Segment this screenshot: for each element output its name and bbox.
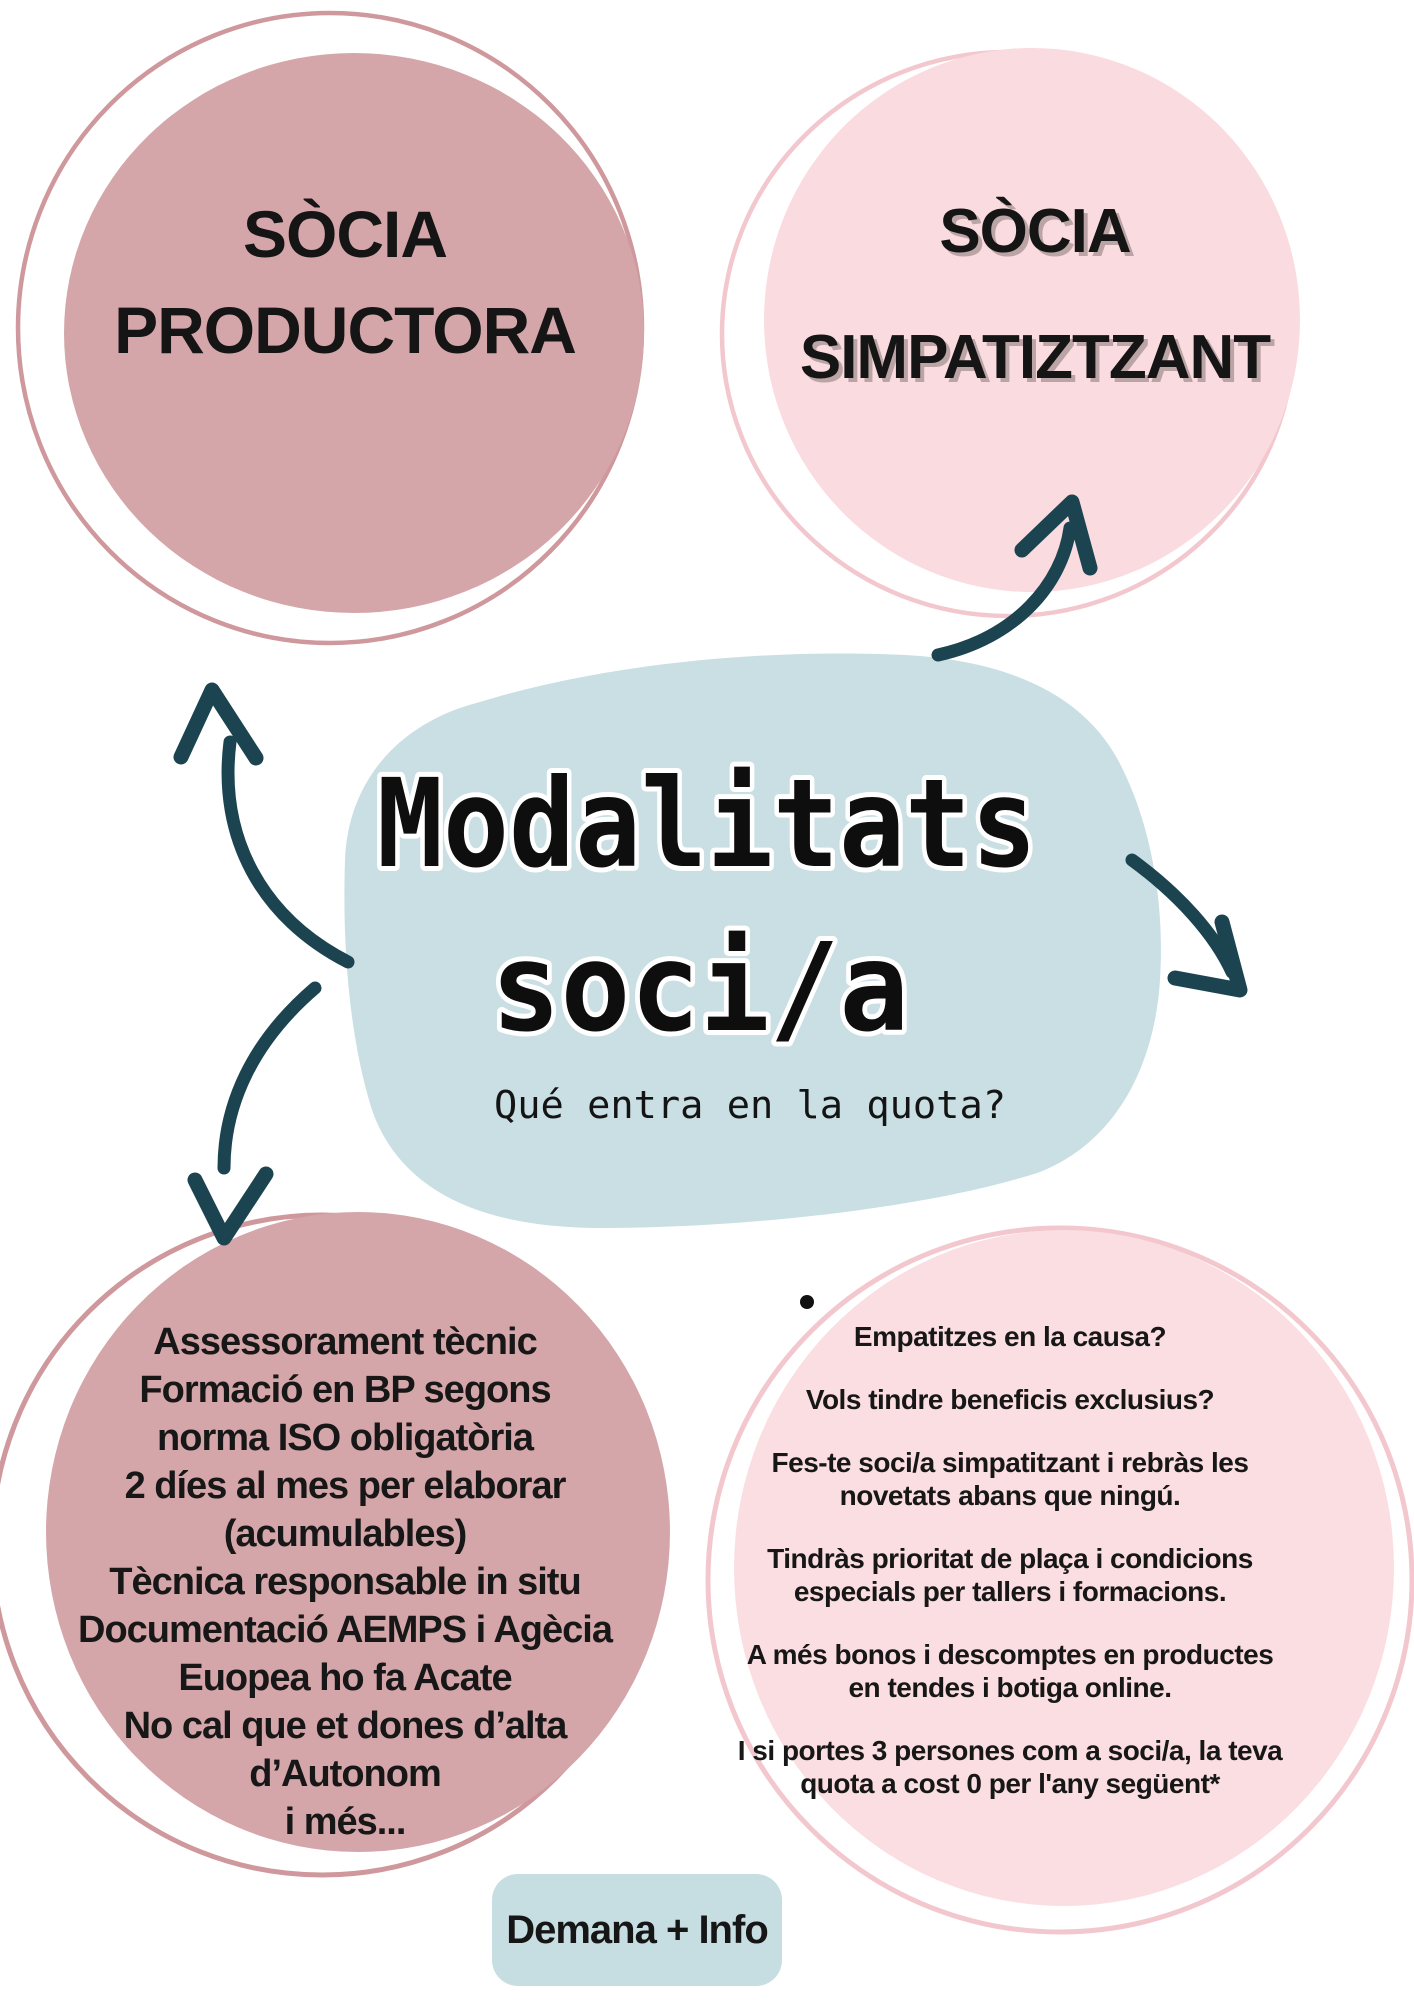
- list-item: Vols tindre beneficis exclusius?: [805, 1384, 1215, 1415]
- top-left-circle-label-line1: SÒCIA: [242, 197, 448, 271]
- list-item: (acumulables): [223, 1513, 467, 1555]
- list-item: A més bonos i descomptes en productes en tendes i botiga online.: [746, 1639, 1274, 1703]
- list-item: d’Autonom: [249, 1753, 441, 1795]
- producer-benefits-list: [65, 1318, 625, 1846]
- list-item: Formació en BP segons: [139, 1369, 551, 1411]
- poster-title-line1: Modalitats: [377, 753, 1037, 895]
- arrow-top-left-icon: [181, 690, 348, 962]
- list-item: No cal que et dones d’alta: [123, 1705, 567, 1747]
- arrow-bottom-left-icon: [195, 988, 315, 1238]
- list-item: I si portes 3 persones com a soci/a, la teva quota a cost 0 per l'any següent*: [737, 1735, 1283, 1799]
- top-right-circle-label-line1: SÒCIA: [939, 197, 1131, 266]
- top-right-circle: [764, 48, 1300, 592]
- list-item: 2 díes al mes per elaborar: [124, 1465, 566, 1507]
- top-right-circle-label-line2: SIMPATIZTZANT: [799, 323, 1271, 392]
- request-info-button[interactable]: Demana + Info: [492, 1874, 782, 1986]
- list-item: Empatitzes en la causa?: [853, 1321, 1167, 1352]
- top-left-circle-label-line2: PRODUCTORA: [114, 293, 576, 367]
- list-item: Tècnica responsable in situ: [109, 1561, 581, 1603]
- bullet-dot-icon: [800, 1295, 814, 1309]
- sympathizer-benefits-list: [730, 1320, 1290, 1830]
- list-item: Assessorament tècnic: [153, 1321, 537, 1363]
- list-item: Tindràs prioritat de plaça i condicions especials per tallers i formacions.: [767, 1543, 1253, 1607]
- list-item: Euopea ho fa Acate: [178, 1657, 512, 1699]
- list-item: Fes-te soci/a simpatitzant i rebràs les novetats abans que ningú.: [771, 1447, 1249, 1511]
- list-item: Documentació AEMPS i Agècia: [78, 1609, 612, 1651]
- list-item: norma ISO obligatòria: [157, 1417, 533, 1459]
- list-item: i més...: [284, 1801, 406, 1843]
- poster-subtitle: Qué entra en la quota?: [494, 1083, 1006, 1127]
- poster-title-line2: soci/a: [491, 917, 909, 1059]
